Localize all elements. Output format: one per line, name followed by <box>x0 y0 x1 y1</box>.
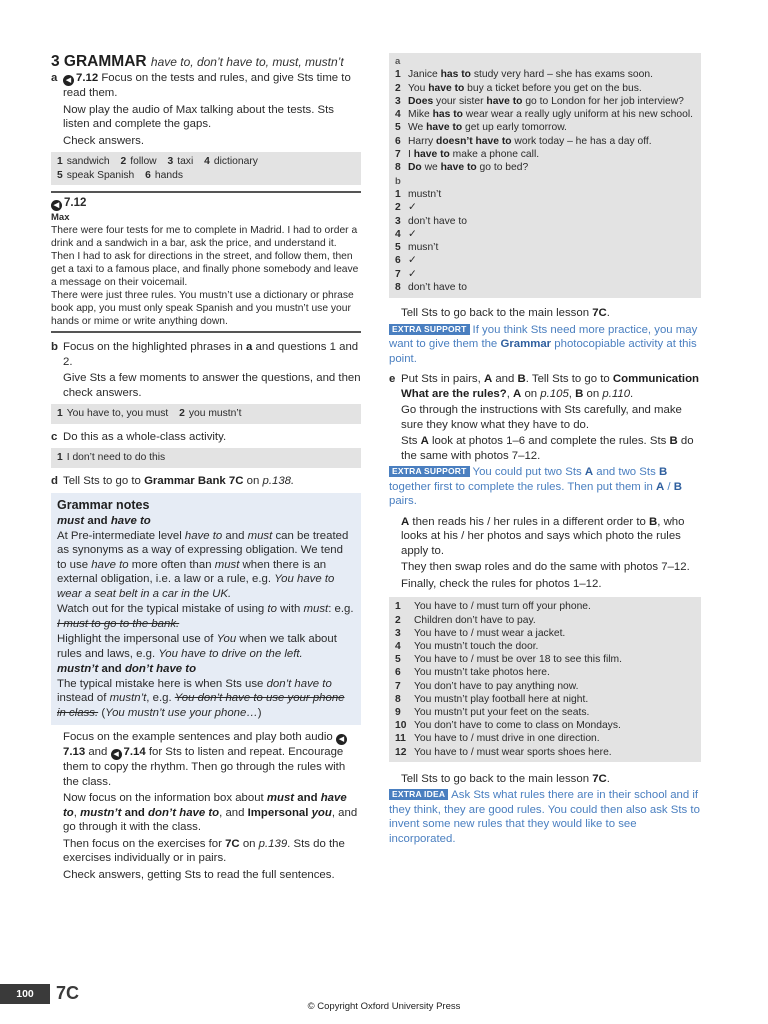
step-a-p1-text: Focus on the tests and rules, and give Sts time to read them. <box>63 72 351 99</box>
page-number: 100 <box>0 984 50 1004</box>
rule-item: 10 You don’t have to come to class on Mondays. <box>395 720 621 732</box>
step-e <box>389 372 701 463</box>
key-section-label: a <box>395 56 401 67</box>
extra-support-badge: EXTRA SUPPORT <box>389 324 470 335</box>
answer-item: I don’t need to do this <box>66 452 166 463</box>
step-e-p3: Sts A look at photos 1–6 and complete the rules. Sts B do the same with photos 7–12. <box>401 435 694 462</box>
grammar-notes-title: Grammar notes <box>57 498 150 512</box>
audio-icon[interactable]: ◀ <box>51 200 62 211</box>
extra-idea: EXTRA IDEA Ask Sts what rules there are in their school and if they think, they are good rules. You could then also ask Sts to invent some new rules that they would like to see incorporated. <box>389 789 700 845</box>
step-d-text: Tell Sts to go to Grammar Bank 7C on p.138. <box>63 474 295 487</box>
step-letter: e <box>389 373 396 386</box>
answer-item: sandwich <box>66 156 110 167</box>
key-a-item: 6 Harry doesn’t have to work today – he has a day off. <box>395 135 652 147</box>
answer-box-a <box>51 152 361 185</box>
grammar-notes-box <box>51 493 361 725</box>
rule-item: 7 You don’t have to pay anything now. <box>395 680 579 692</box>
right-column <box>389 53 701 848</box>
key-b-item: 3 don’t have to <box>395 215 467 227</box>
answer-box-b: 1 You have to, you must 2 you mustn’t <box>51 404 361 424</box>
answer-key-box <box>389 53 701 298</box>
step-a <box>51 71 361 148</box>
key-b-item: 5 musn’t <box>395 242 439 254</box>
step-e-p1: Put Sts in pairs, A and B. Tell Sts to go to Communication What are the rules?, A on p.105, B on p.110. <box>401 373 699 400</box>
step-c-text: Do this as a whole-class activity. <box>63 430 227 443</box>
section-subtitle: have to, don’t have to, must, mustn’t <box>150 55 344 69</box>
audio-icon[interactable]: ◀ <box>111 749 122 760</box>
rule-item: 8 You mustn’t play football here at night. <box>395 693 589 705</box>
section-number: 3 GRAMMAR <box>51 53 147 70</box>
key-b-item: 1 mustn’t <box>395 188 442 200</box>
grammar-notes-subhead: mustn’t and don’t have to <box>57 663 197 675</box>
back-to-lesson: Tell Sts to go back to the main lesson 7C. <box>401 307 610 320</box>
step-c <box>51 430 361 445</box>
key-b-item: 7 ✓ <box>395 268 417 280</box>
key-a-item: 2 You have to buy a ticket before you get on the bus. <box>395 82 642 94</box>
answer-item: You have to, you must <box>66 408 169 419</box>
extra-support-badge: EXTRA SUPPORT <box>389 466 470 477</box>
step-e-followup <box>389 515 701 592</box>
step-letter: b <box>51 341 58 353</box>
step-letter: d <box>51 474 58 487</box>
answer-item: follow <box>130 156 157 167</box>
step-d <box>51 474 361 489</box>
answer-item: taxi <box>177 156 194 167</box>
followup-p1: Focus on the example sentences and play both audio ◀7.13 and ◀ 7.14 for Sts to listen and repeat. Encourage them to copy the rhythm. Then go through the rules with the class. <box>63 731 346 788</box>
back-to-lesson: Tell Sts to go back to the main lesson 7C. <box>401 772 610 785</box>
step-d-followup <box>51 730 361 882</box>
grammar-notes-subhead: must and have to <box>57 515 151 527</box>
key-a-item: 5 We have to get up early tomorrow. <box>395 122 567 134</box>
step-letter: c <box>51 430 58 443</box>
step-letter: a <box>51 72 58 84</box>
rule-item: 3 You have to / must wear a jacket. <box>395 627 566 639</box>
step-b-p1: Focus on the highlighted phrases in a and questions 1 and 2. <box>63 341 359 368</box>
step-b-p2: Give Sts a few moments to answer the questions, and then check answers. <box>63 372 361 399</box>
audio-track: 7.12 <box>76 72 99 84</box>
rule-item: 4 You mustn’t touch the door. <box>395 640 539 652</box>
grammar-notes-p4: The typical mistake here is when Sts use don’t have to instead of mustn’t, e.g. You don’t have to use your phone in class. (You mustn’t use your phone…) <box>57 677 345 719</box>
followup-p3: Then focus on the exercises for 7C on p.139. Sts do the exercises individually or in pairs. <box>63 837 345 864</box>
section-heading <box>51 53 361 71</box>
rule-item: 5 You have to / must be over 18 to see this film. <box>395 654 622 666</box>
lesson-code: 7C <box>56 983 80 1003</box>
rule-item: 11 You have to / must drive in one direction. <box>395 733 600 745</box>
audio-script <box>51 191 361 333</box>
followup-p4: Check answers, getting Sts to read the full sentences. <box>63 868 335 881</box>
audio-icon[interactable]: ◀ <box>63 75 74 86</box>
extra-support-1: EXTRA SUPPORT If you think Sts need more practice, you may want to give them the Grammar photocopiable activity at this point. <box>389 323 698 365</box>
copyright-notice: © Copyright Oxford University Press <box>307 1001 461 1012</box>
script-heading <box>51 197 361 211</box>
grammar-notes-p1: At Pre-intermediate level have to and must can be treated as synonyms as a way of expressing obligation. We tend to use have to more often than must when there is an external obligation, i.e. a law or a rule, e.g. You have to wear a seat belt in a car in the UK. <box>57 529 349 600</box>
step-b <box>51 340 361 400</box>
answer-item: speak Spanish <box>66 169 135 181</box>
step-e-p2: Go through the instructions with Sts carefully, and make sure they know what they have to do. <box>401 404 682 431</box>
followup-e-p1: A then reads his / her rules in a different order to B, who looks at his / her photos and says which photo the rules apply to. <box>401 515 685 557</box>
grammar-notes-p3: Highlight the impersonal use of You when we talk about rules and laws, e.g. You have to drive on the left. <box>57 633 337 660</box>
extra-support-2: EXTRA SUPPORT You could put two Sts A and two Sts B together first to complete the rules. Then put them in A / B pairs. <box>389 466 682 508</box>
rule-item: 6 You mustn’t take photos here. <box>395 667 550 679</box>
answer-item: hands <box>154 169 183 181</box>
extra-idea-badge: EXTRA IDEA <box>389 789 448 800</box>
followup-e-p2: They then swap roles and do the same with photos 7–12. <box>401 561 690 574</box>
script-track: 7.12 <box>64 197 87 209</box>
answer-item: you mustn’t <box>188 408 242 419</box>
step-a-p1 <box>63 71 361 101</box>
script-p2: There were just three rules. You mustn’t use a dictionary or phrase book app, you must only speak Spanish and you mustn’t use your hands or mime or write anything down. <box>51 290 354 327</box>
answer-row: 5 speak Spanish 6 hands <box>57 169 183 181</box>
rule-item: 9 You mustn’t put your feet on the seats. <box>395 706 590 718</box>
answer-row: 1 sandwich 2 follow 3 taxi 4 dictionary <box>57 156 258 167</box>
key-b-item: 6 ✓ <box>395 255 417 267</box>
key-a-item: 8 Do we have to go to bed? <box>395 162 529 174</box>
grammar-notes-p2: Watch out for the typical mistake of using to with must: e.g. I must to go to the bank. <box>57 603 354 630</box>
key-a-item: 1 Janice has to study very hard – she has exams soon. <box>395 69 653 81</box>
key-b-item: 4 ✓ <box>395 228 417 240</box>
script-speaker: Max <box>51 212 70 223</box>
key-a-item: 7 I have to make a phone call. <box>395 149 540 161</box>
key-b-item: 8 don’t have to <box>395 282 467 294</box>
left-column <box>51 53 361 884</box>
rule-item: 2 Children don’t have to pay. <box>395 614 536 626</box>
followup-e-p3: Finally, check the rules for photos 1–12. <box>401 577 602 590</box>
followup-p2: Now focus on the information box about must and have to, mustn’t and don’t have to, and Impersonal you, and go through it with the class. <box>63 792 358 833</box>
key-b-list <box>395 188 695 294</box>
rule-item: 12 You have to / must wear sports shoes here. <box>395 746 612 758</box>
rule-item: 1 You have to / must turn off your phone. <box>395 601 591 613</box>
key-b-item: 2 ✓ <box>395 202 417 214</box>
key-a-item: 4 Mike has to wear wear a really ugly uniform at his new school. <box>395 109 694 121</box>
audio-icon[interactable]: ◀ <box>336 734 347 745</box>
key-a-item: 3 Does your sister have to go to London for her job interview? <box>395 95 684 107</box>
step-a-p3: Check answers. <box>63 134 145 147</box>
step-a-p2: Now play the audio of Max talking about the tests. Sts listen and complete the gaps. <box>63 103 334 130</box>
key-section-label: b <box>395 175 401 187</box>
script-p1: There were four tests for me to complete in Madrid. I had to order a drink and a sandwich in a bar, ask the price, and understand it. Then I had to ask for directions in the street, and follow them, then get a taxi to a famous place, and finally phone somebody and leave a message on their voicemail. <box>51 225 359 288</box>
rules-answer-box <box>389 597 701 761</box>
key-a-list <box>395 68 695 174</box>
answer-item: dictionary <box>213 156 258 167</box>
answer-box-c: 1 I don’t need to do this <box>51 448 361 468</box>
